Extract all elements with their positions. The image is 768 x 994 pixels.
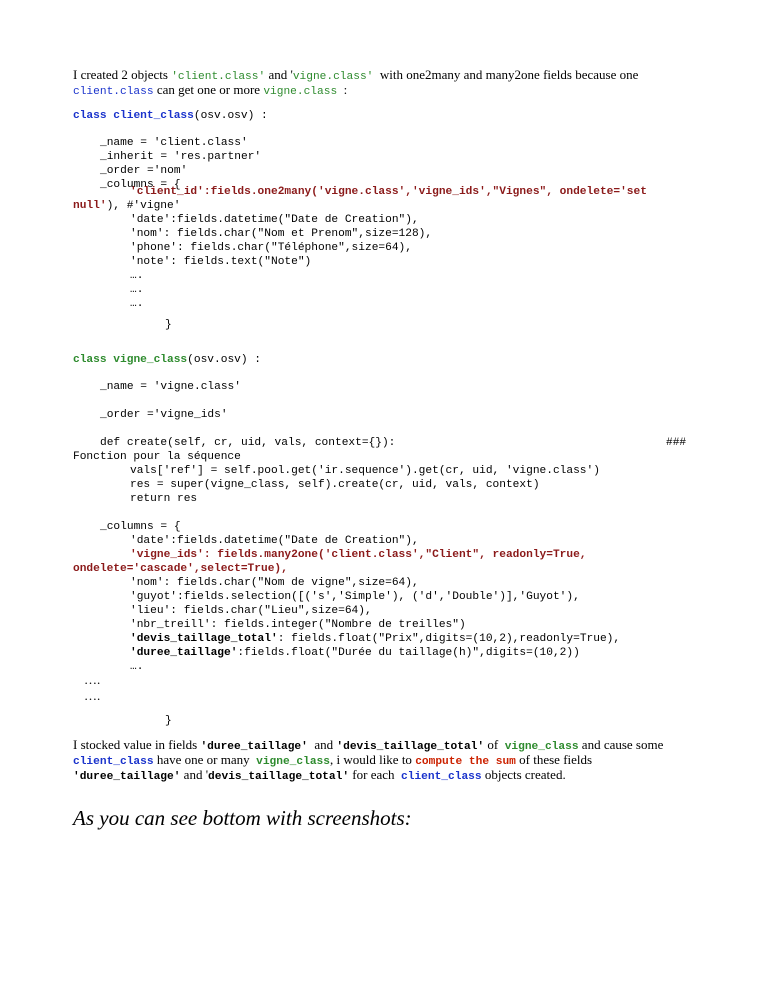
client-class-ref: client_class: [73, 756, 154, 768]
intro-text: I created 2 objects: [73, 67, 172, 82]
code-line: _order ='nom': [100, 165, 188, 177]
code-comment: Fonction pour la séquence: [73, 451, 241, 463]
code-line: 'nom': fields.char("Nom de vigne",size=64),: [130, 577, 419, 589]
intro-text: with one2many and many2one fields because one: [373, 67, 639, 82]
intro-text: can get one or more: [153, 82, 264, 97]
class-base: (osv.osv) :: [187, 354, 262, 366]
code-line: 'date':fields.datetime("Date de Creation"),: [130, 214, 419, 226]
client-class-ref: client_class: [401, 771, 482, 783]
code-line: _order ='vigne_ids': [100, 409, 228, 421]
outro-text: of: [484, 737, 505, 752]
ellipsis-line: ….: [84, 672, 101, 687]
code-line: ….: [130, 284, 144, 296]
code-line: vals['ref'] = self.pool.get('ir.sequence').get(cr, uid, 'vigne.class'): [130, 465, 600, 477]
outro-line-3: [73, 768, 566, 784]
code-fragment: 'devis_taillage_total': [130, 633, 278, 645]
outro-text: and: [307, 737, 337, 752]
client-class-ref: 'client.class': [171, 71, 266, 83]
code-fragment: :fields.float("Durée du taillage(h)",digits=(10,2)): [237, 647, 580, 659]
outro-text: , i would like to: [329, 752, 416, 767]
devis-taillage-field: [130, 632, 620, 646]
class-name: client_class: [113, 110, 194, 122]
code-line: res = super(vigne_class, self).create(cr, uid, vals, context): [130, 479, 540, 491]
code-line: 'note': fields.text("Note"): [130, 256, 312, 268]
code-line: _columns = {: [100, 521, 181, 533]
code-line: 'guyot':fields.selection([('s','Simple'), ('d','Double')],'Guyot'),: [130, 591, 580, 603]
code-line: return res: [130, 493, 198, 505]
outro-text: for each: [349, 767, 402, 782]
code-line: ….: [130, 270, 144, 282]
code-fragment: ), #'vigne': [106, 200, 181, 212]
vigne-class-ref: vigne.class: [263, 86, 338, 98]
devis-taillage-ref: 'devis_taillage_total': [336, 741, 485, 753]
outro-text: of these fields: [515, 752, 593, 767]
class-keyword: class: [73, 354, 114, 366]
code-line: 'phone': fields.char("Téléphone",size=64),: [130, 242, 412, 254]
client-id-field-cont: [73, 199, 180, 213]
vigne-ids-field-cont: ondelete='cascade',select=True),: [73, 563, 288, 575]
class-name: vigne_class: [113, 354, 188, 366]
outro-text: I stocked value in fields: [73, 737, 201, 752]
intro-text: :: [337, 82, 348, 97]
compute-sum-highlight: compute the sum: [415, 756, 516, 768]
code-line: 'nbr_treill': fields.integer("Nombre de treilles"): [130, 619, 466, 631]
code-line: ….: [130, 298, 144, 310]
comment-hash: ###: [666, 437, 687, 449]
outro-text: have one or many: [153, 752, 257, 767]
code-line: 'lieu': fields.char("Lieu",size=64),: [130, 605, 372, 617]
intro-text: and ': [265, 67, 293, 82]
duree-taillage-ref: 'duree_taillage': [200, 741, 308, 753]
vigne-class-ref: vigne_class: [256, 756, 330, 768]
client-class-ref: client.class: [73, 86, 154, 98]
vigne-class-declaration: [73, 353, 261, 367]
outro-text: and cause some: [578, 737, 664, 752]
code-line: def create(self, cr, uid, vals, context={}):: [100, 437, 396, 449]
duree-taillage-field: [130, 646, 580, 660]
outro-text: and ': [180, 767, 209, 782]
section-heading: As you can see bottom with screenshots:: [73, 806, 412, 830]
client-class-declaration: [73, 109, 268, 123]
vigne-ids-field: 'vigne_ids': fields.many2one('client.class',"Client", readonly=True,: [130, 549, 587, 561]
closing-brace: }: [165, 715, 172, 727]
code-line: ….: [130, 661, 144, 673]
vigne-class-ref: vigne.class': [292, 71, 374, 83]
code-fragment: 'duree_taillage': [130, 647, 238, 659]
code-fragment: : fields.float("Prix",digits=(10,2),readonly=True),: [277, 633, 621, 645]
devis-taillage-ref: devis_taillage_total': [208, 771, 350, 783]
intro-line-2: [73, 83, 347, 99]
ellipsis-line: ….: [84, 688, 101, 703]
vigne-class-ref: vigne_class: [504, 741, 579, 753]
code-line: _inherit = 'res.partner': [100, 151, 262, 163]
class-base: (osv.osv) :: [193, 110, 268, 122]
duree-taillage-ref: 'duree_taillage': [73, 771, 181, 783]
code-fragment: null': [73, 200, 107, 212]
client-id-field: 'client_id':fields.one2many('vigne.class','vigne_ids',"Vignes", ondelete='set: [130, 186, 647, 198]
code-line: 'date':fields.datetime("Date de Creation"),: [130, 535, 419, 547]
code-line: 'nom': fields.char("Nom et Prenom",size=128),: [130, 228, 433, 240]
closing-brace: }: [165, 319, 172, 331]
code-line: _name = 'vigne.class': [100, 381, 241, 393]
outro-text: objects created.: [481, 767, 566, 782]
class-keyword: class: [73, 110, 114, 122]
code-line: _name = 'client.class': [100, 137, 248, 149]
code-line: _columns = {: [100, 179, 181, 191]
